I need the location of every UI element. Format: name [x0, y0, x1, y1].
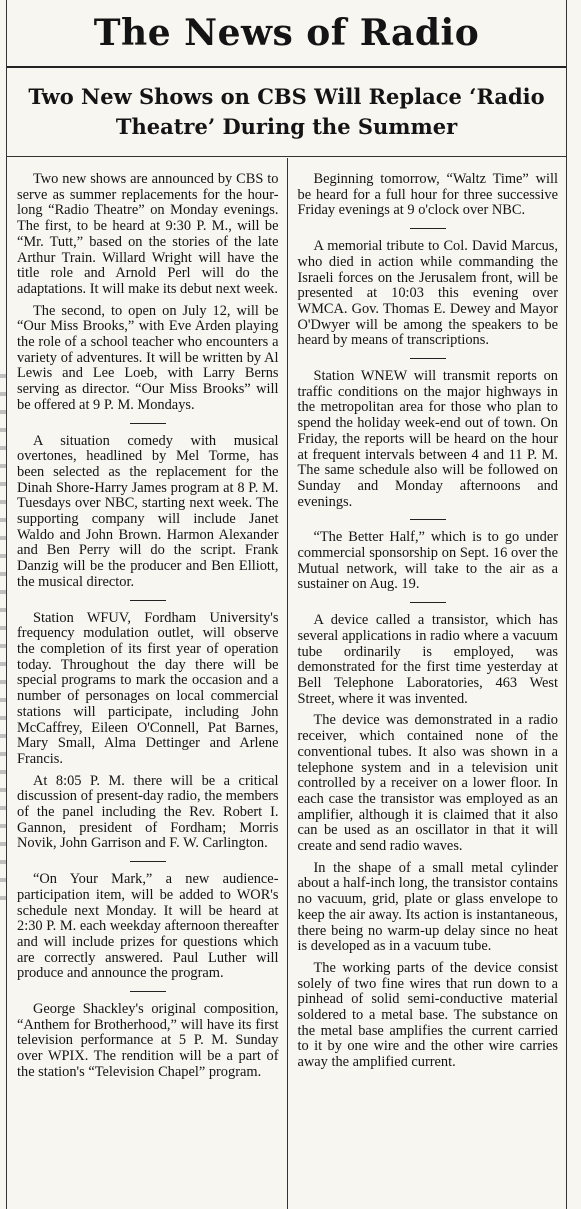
news-paragraph: In the shape of a small metal cylinder about a half-inch long, the transistor contains no vacuum, grid, plate or glass envelope to keep the air away. Its action is instantaneous, there being no warm-up delay since no heat is developed as in a vacuum tube.	[297, 859, 558, 955]
news-paragraph: “The Better Half,” which is to go under commercial sponsorship on Sept. 16 over the Mutual network, will take to the air as a sustainer on Aug. 19.	[297, 529, 558, 593]
news-paragraph: Two new shows are announced by CBS to serve as summer replacements for the hour-long “Radio Theatre” on Monday evenings. The first, to be heard at 9:30 P. M., will be “Mr. Tutt,” based on the stories of the late Arthur Train. Willard Wright will have the title role and Arnold Perl will do the adaptations. It will make its debut next week.	[17, 171, 279, 297]
news-item	[17, 434, 279, 591]
item-separator	[410, 228, 446, 229]
news-paragraph: The working parts of the device consist solely of two fine wires that run down to a pinhead of solid semi-conductive material soldered to a metal base. The substance on the metal base amplifies the current carried to it by one wire and the other wire carries away the amplified current.	[297, 959, 558, 1071]
item-separator	[130, 861, 166, 862]
news-paragraph: Station WFUV, Fordham University's frequency modulation outlet, will observe the completion of its first year of operation today. Throughout the day there will be special programs to mark the occasion and a number of personages on local commercial stations will participate, including John McCaffrey, Eileen O'Connell, Pat Barnes, Mary Small, Alma Dettinger and Arlene Francis.	[17, 609, 279, 767]
news-paragraph: A memorial tribute to Col. David Marcus, who died in action while commanding the Israeli forces on the Jerusalem front, will be presented at 10:03 this evening over WMCA. Gov. Thomas E. Dewey and Mayor O'Dwyer will be among the speakers to be heard by means of transcriptions.	[297, 238, 558, 349]
news-item	[17, 1002, 279, 1081]
news-item	[298, 613, 559, 1071]
item-separator	[410, 602, 446, 603]
news-paragraph: Station WNEW will transmit reports on traffic conditions on the major highways in the metropolitan area for those who plan to spend the holiday week-end out of town. On Friday, the reports will be heard on the hour at frequent intervals between 4 and 11 P. M. The same schedule also will be followed on Sunday and Monday afternoons and evenings.	[297, 368, 558, 510]
news-item	[17, 872, 279, 982]
news-item	[298, 172, 559, 219]
news-paragraph: “On Your Mark,” a new audience-participation item, will be added to WOR's schedule next Monday. It will be heard at 2:30 P. M. each weekday afternoon thereafter and will include prizes for questions which are correctly answered. Paul Luther will produce and announce the program.	[17, 871, 279, 982]
news-item	[17, 172, 279, 414]
masthead	[7, 0, 566, 68]
item-separator	[130, 991, 166, 992]
article-columns	[7, 158, 566, 1209]
news-item	[298, 530, 559, 593]
item-separator	[130, 423, 166, 424]
news-paragraph: The second, to open on July 12, will be “Our Miss Brooks,” with Eve Arden playing the role of a school teacher who encounters a variety of adventures. It will be written by Al Lewis and Lee Loeb, with Larry Berns serving as director. “Our Miss Brooks” will be offered at 9 P. M. Mondays.	[17, 302, 279, 413]
news-item	[17, 611, 279, 853]
news-paragraph: A device called a transistor, which has several applications in radio where a vacuum tube ordinarily is employed, was demonstrated for the first time yesterday at Bell Telephone Laboratories, 463 West Street, where it was invented.	[297, 612, 558, 707]
news-paragraph: A situation comedy with musical overtones, headlined by Mel Torme, has been selected as the replacement for the Dinah Shore-Harry James program at 8 P. M. Tuesdays over NBC, starting next week. The supporting company will include Janet Waldo and John Brown. Harmon Alexander and Ben Perry will do the script. Frank Danzig will be the producer and Ben Elliott, the musical director.	[17, 432, 279, 590]
right-column	[287, 158, 567, 1209]
column-title: The News of Radio	[93, 12, 480, 54]
headline-box	[7, 68, 566, 157]
news-paragraph: The device was demonstrated in a radio receiver, which contained none of the conventional tubes. It also was shown in a telephone system and in a television unit controlled by a receiver on a lower floor. In each case the transistor was employed as an amplifier, although it is claimed that it also can be used as an oscillator in that it will create and send radio waves.	[297, 712, 558, 855]
news-paragraph: George Shackley's original composition, “Anthem for Brotherhood,” will have its first television performance at 5 P. M. Sunday over WPIX. The rendition will be a part of the station's “Television Chapel” program.	[17, 1001, 279, 1080]
news-paragraph: Beginning tomorrow, “Waltz Time” will be heard for a full hour for three successive Friday evenings at 9 o'clock over NBC.	[297, 171, 558, 219]
left-column	[7, 158, 287, 1209]
news-item	[298, 239, 559, 349]
item-separator	[410, 519, 446, 520]
news-paragraph: At 8:05 P. M. there will be a critical discussion of present-day radio, the members of the panel including the Rev. Robert I. Gannon, president of Fordham; Morris Novik, John Garrison and F. W. Carlington.	[17, 772, 279, 852]
item-separator	[410, 358, 446, 359]
news-item	[298, 369, 559, 510]
item-separator	[130, 600, 166, 601]
newspaper-clipping	[6, 0, 567, 1209]
headline: Two New Shows on CBS Will Replace ‘Radio Theatre’ During the Summer	[28, 84, 545, 139]
